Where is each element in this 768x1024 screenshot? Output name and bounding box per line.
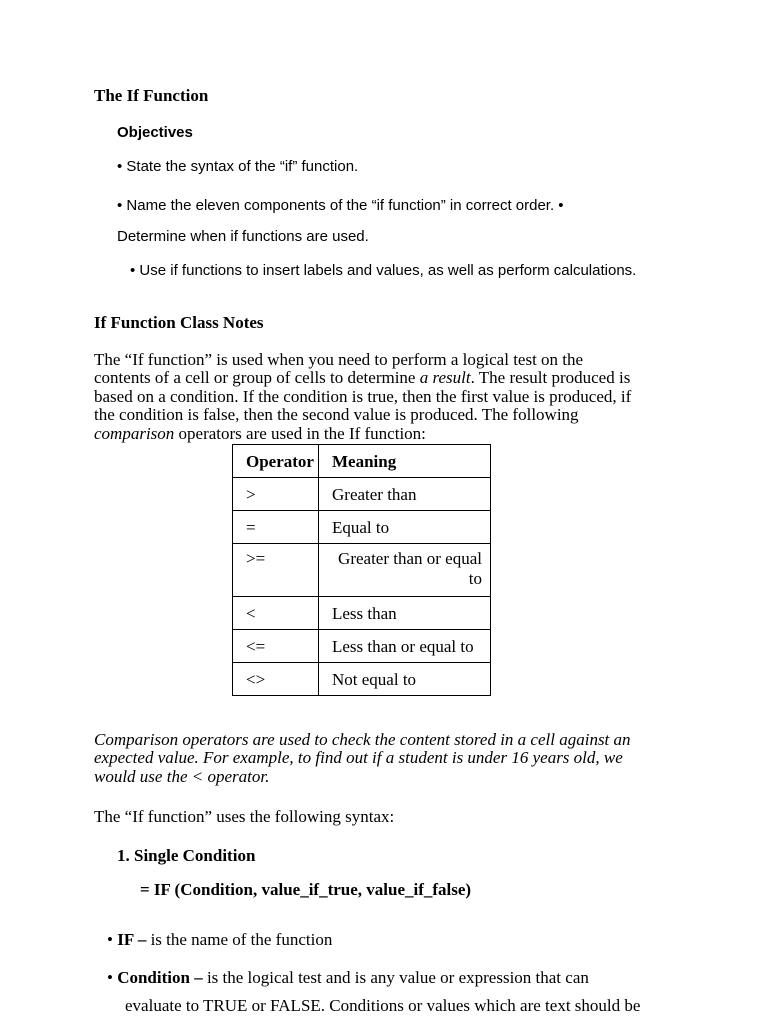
if-formula: = IF (Condition, value_if_true, value_if_false) [140,880,472,899]
single-condition-heading: 1. Single Condition [117,846,256,865]
paragraph-line: the condition is false, then the second value is produced. The following [94,405,579,425]
table-header-cell: Meaning [319,445,491,478]
objective-item: Determine when if functions are used. [117,228,369,245]
paragraph-line: comparison operators are used in the If function: [94,423,426,443]
definition-term: Condition – [117,968,203,987]
paragraph-line: contents of a cell or group of cells to determine a result. The result produced is [94,368,631,388]
meaning-cell: Greater than or equal to [319,544,491,597]
paragraph-line: expected value. For example, to find out if a student is under 16 years old, we [94,748,623,768]
meaning-cell: Equal to [319,511,491,544]
meaning-cell: Greater than [319,478,491,511]
emphasis-text: a result [419,368,471,388]
paragraph-line: The “If function” is used when you need to perform a logical test on the [94,350,584,369]
table-header-cell: Operator [233,445,319,478]
table-row [233,597,491,630]
meaning-cell: Less than [319,597,491,630]
operator-cell: < [233,597,319,630]
operator-cell: = [233,511,319,544]
objective-item: • State the syntax of the “if” function. [117,158,359,175]
operator-table [232,444,491,696]
paragraph-line: based on a condition. If the condition is true, then the first value is produced, if [94,386,632,406]
table-header-row [233,445,491,478]
document-title: The If Function [94,86,209,105]
operator-cell: <= [233,630,319,663]
definition-text: is the name of the function [146,930,333,949]
definition-item [107,968,589,988]
meaning-cell: Not equal to [319,663,491,696]
intro-paragraph [94,351,684,443]
table-row [233,544,491,597]
class-notes-heading: If Function Class Notes [94,313,264,332]
table-row [233,630,491,663]
table-row [233,663,491,696]
objectives-heading: Objectives [117,124,193,141]
definition-term: IF – [117,930,147,949]
paragraph-line: Comparison operators are used to check the content stored in a cell against an [94,730,631,749]
definition-item [107,930,332,950]
bullet-glyph: • [107,968,113,987]
objective-item: • Use if functions to insert labels and values, as well as perform calculations. [130,262,637,279]
meaning-cell: Less than or equal to [319,630,491,663]
syntax-intro: The “If function” uses the following syntax: [94,807,395,826]
operator-cell: <> [233,663,319,696]
operator-cell: > [233,478,319,511]
paragraph-line: would use the < operator. [94,766,270,786]
table-row [233,511,491,544]
table-row [233,478,491,511]
definition-continuation: evaluate to TRUE or FALSE. Conditions or values which are text should be [125,996,641,1015]
bullet-glyph: • [107,930,113,949]
emphasis-text: comparison [94,423,175,443]
comparison-note [94,731,684,786]
operator-cell: >= [233,544,319,597]
objective-item: • Name the eleven components of the “if function” in correct order. • [117,197,564,214]
definition-text: is the logical test and is any value or expression that can [202,968,589,987]
